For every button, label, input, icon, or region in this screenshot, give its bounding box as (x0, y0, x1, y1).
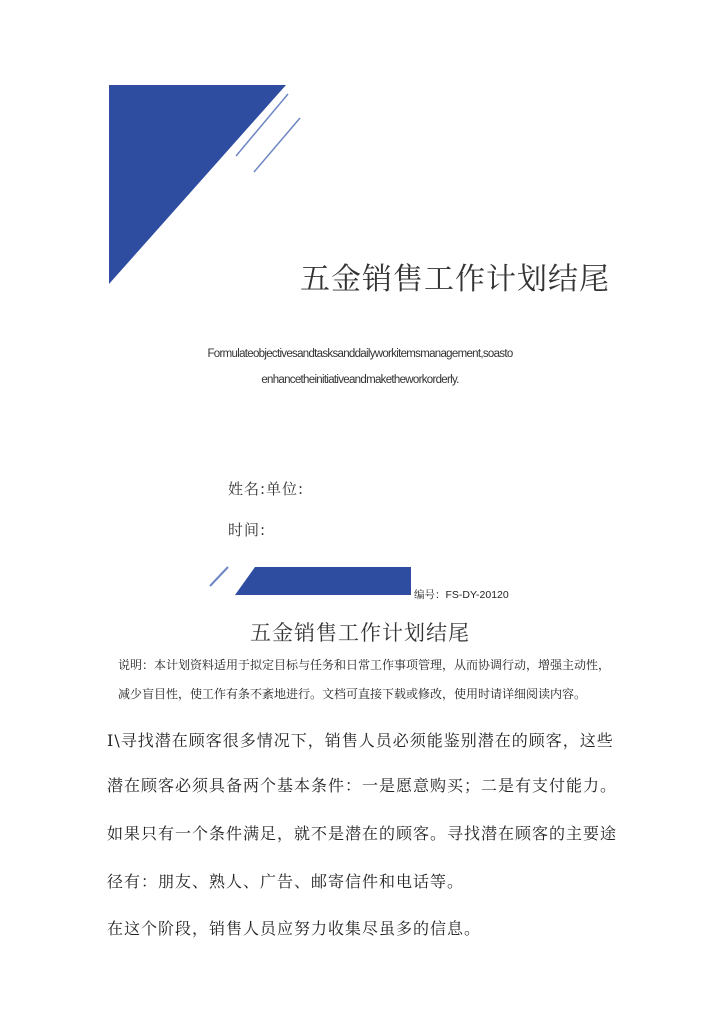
note-line-2: 减少盲目性，使工作有条不紊地进行。文档可直接下载或修改，使用时请详细阅读内容。 (118, 687, 587, 701)
name-unit-field: 姓名:单位: (228, 480, 305, 498)
paragraph-line-5: 在这个阶段，销售人员应努力收集尽虽多的信息。 (107, 919, 482, 938)
cover-title: 五金销售工作计划结尾 (300, 262, 610, 297)
paragraph-line-4: 径有：朋友、熟人、广告、邮寄信件和电话等。 (107, 872, 465, 891)
paragraph-line-2: 潜在顾客必须具备两个基本条件：一是愿意购买；二是有支付能力。 (107, 776, 618, 795)
time-field: 时间: (228, 521, 267, 539)
paragraph-line-3: 如果只有一个条件满足，就不是潜在的顾客。寻找潜在顾客的主要途 (107, 824, 618, 843)
cover-subtitle-line-1: Formulateobjectivesandtasksanddailyworkitemsmanagement,soasto (207, 348, 513, 360)
document-number: 编号：FS-DY-20120 (414, 589, 509, 601)
paragraph-line-1: I\寻找潜在顾客很多情况下，销售人员必须能鉴别潜在的顾客，这些 (107, 731, 614, 750)
band-bar (235, 567, 411, 595)
content-title: 五金销售工作计划结尾 (250, 621, 470, 645)
note-line-1: 说明：本计划资料适用于拟定目标与任务和日常工作事项管理，从而协调行动，增强主动性， (118, 658, 611, 672)
band-stripe (210, 567, 228, 586)
cover-subtitle-line-2: enhancetheinitiativeandmaketheworkorderly. (261, 374, 459, 386)
cover-triangle (109, 85, 286, 284)
